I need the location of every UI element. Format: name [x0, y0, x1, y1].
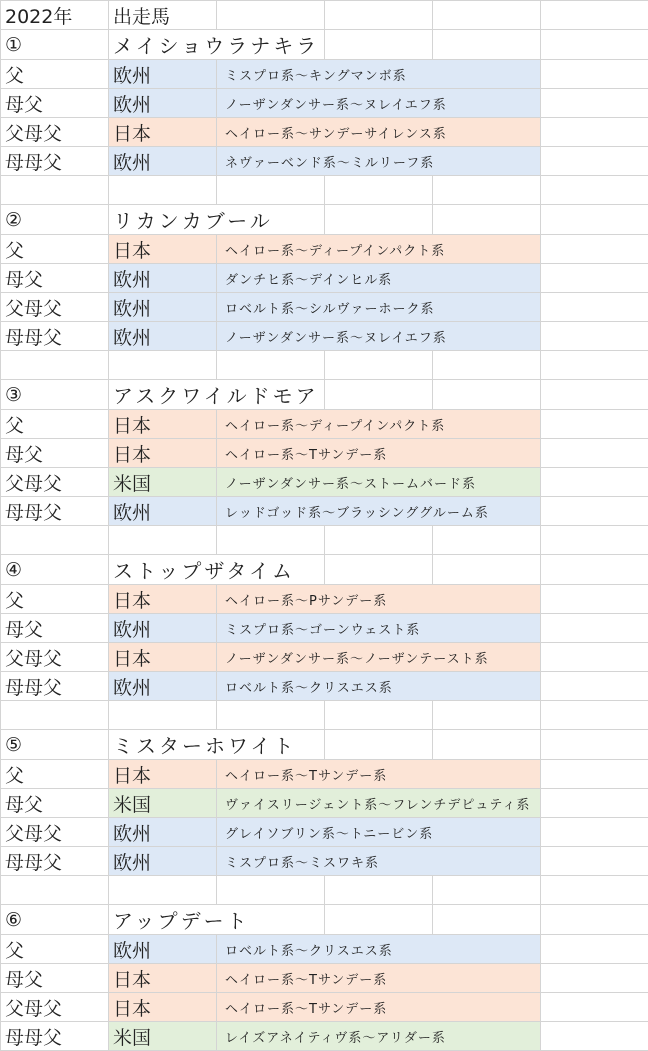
sire-line-cell[interactable]: ノーザンダンサー系〜ノーザンテースト系	[217, 643, 541, 672]
empty-cell[interactable]	[433, 730, 541, 760]
empty-cell[interactable]	[1, 701, 109, 730]
empty-cell[interactable]	[541, 964, 648, 993]
horse-number-cell[interactable]: ④	[1, 555, 109, 585]
relation-cell[interactable]: 母父	[1, 89, 109, 118]
empty-cell[interactable]	[109, 526, 217, 555]
horse-number-cell[interactable]: ⑥	[1, 905, 109, 935]
pedigree-row	[1, 585, 648, 614]
horse-title-row	[1, 905, 648, 935]
region-cell[interactable]: 欧州	[109, 818, 217, 847]
sire-line-cell[interactable]: ヘイロー系〜Tサンデー系	[217, 760, 541, 789]
empty-cell[interactable]	[541, 818, 648, 847]
sire-line-cell[interactable]: ヴァイスリージェント系〜フレンチデピュティ系	[217, 789, 541, 818]
empty-cell[interactable]	[217, 1, 325, 30]
region-cell[interactable]: 日本	[109, 760, 217, 789]
empty-cell[interactable]	[325, 701, 433, 730]
sire-line-cell[interactable]: ヘイロー系〜ディープインパクト系	[217, 235, 541, 264]
horse-title-row	[1, 30, 648, 60]
empty-cell[interactable]	[217, 526, 325, 555]
sire-line-cell[interactable]: ノーザンダンサー系〜ヌレイエフ系	[217, 322, 541, 351]
region-cell[interactable]: 欧州	[109, 89, 217, 118]
empty-cell[interactable]	[541, 876, 648, 905]
empty-cell[interactable]	[325, 176, 433, 205]
horse-name-cell[interactable]: アスクワイルドモア	[109, 380, 325, 410]
relation-cell[interactable]: 母父	[1, 264, 109, 293]
relation-cell[interactable]: 母母父	[1, 1022, 109, 1051]
pedigree-row	[1, 964, 648, 993]
empty-cell[interactable]	[541, 118, 648, 147]
sire-line-cell[interactable]: ヘイロー系〜サンデーサイレンス系	[217, 118, 541, 147]
relation-cell[interactable]: 母父	[1, 964, 109, 993]
pedigree-row	[1, 614, 648, 643]
empty-cell[interactable]	[433, 701, 541, 730]
spacer-row	[1, 701, 648, 730]
empty-cell[interactable]	[325, 380, 433, 410]
relation-cell[interactable]: 母母父	[1, 672, 109, 701]
spacer-row	[1, 876, 648, 905]
region-cell[interactable]: 日本	[109, 585, 217, 614]
empty-cell[interactable]	[325, 205, 433, 235]
empty-cell[interactable]	[109, 351, 217, 380]
relation-cell[interactable]: 母母父	[1, 847, 109, 876]
sire-line-cell[interactable]: ヘイロー系〜Tサンデー系	[217, 964, 541, 993]
pedigree-row	[1, 147, 648, 176]
pedigree-row	[1, 235, 648, 264]
empty-cell[interactable]	[541, 672, 648, 701]
empty-cell[interactable]	[541, 176, 648, 205]
empty-cell[interactable]	[541, 264, 648, 293]
pedigree-row	[1, 993, 648, 1022]
empty-cell[interactable]	[433, 30, 541, 60]
region-cell[interactable]: 欧州	[109, 322, 217, 351]
horse-name-cell[interactable]: アップデート	[109, 905, 325, 935]
pedigree-row	[1, 672, 648, 701]
sire-line-cell[interactable]: ミスプロ系〜キングマンボ系	[217, 60, 541, 89]
empty-cell[interactable]	[541, 89, 648, 118]
relation-cell[interactable]: 父	[1, 760, 109, 789]
empty-cell[interactable]	[541, 730, 648, 760]
sire-line-cell[interactable]: ダンチヒ系〜デインヒル系	[217, 264, 541, 293]
region-cell[interactable]: 日本	[109, 235, 217, 264]
spacer-row	[1, 351, 648, 380]
empty-cell[interactable]	[325, 351, 433, 380]
spacer-row	[1, 526, 648, 555]
empty-cell[interactable]	[433, 905, 541, 935]
relation-cell[interactable]: 父母父	[1, 118, 109, 147]
empty-cell[interactable]	[541, 322, 648, 351]
empty-cell[interactable]	[433, 380, 541, 410]
empty-cell[interactable]	[541, 497, 648, 526]
empty-cell[interactable]	[541, 555, 648, 585]
pedigree-row	[1, 643, 648, 672]
pedigree-row	[1, 118, 648, 147]
empty-cell[interactable]	[109, 876, 217, 905]
region-cell[interactable]: 欧州	[109, 672, 217, 701]
region-cell[interactable]: 米国	[109, 1022, 217, 1051]
region-cell[interactable]: 日本	[109, 439, 217, 468]
pedigree-row	[1, 322, 648, 351]
horse-title-row	[1, 205, 648, 235]
empty-cell[interactable]	[433, 876, 541, 905]
sire-line-cell[interactable]: ミスプロ系〜ゴーンウェスト系	[217, 614, 541, 643]
sire-line-cell[interactable]: ネヴァーベンド系〜ミルリーフ系	[217, 147, 541, 176]
empty-cell[interactable]	[541, 701, 648, 730]
empty-cell[interactable]	[109, 701, 217, 730]
relation-cell[interactable]: 父	[1, 235, 109, 264]
empty-cell[interactable]	[541, 847, 648, 876]
horse-title-row	[1, 380, 648, 410]
empty-cell[interactable]	[541, 526, 648, 555]
relation-cell[interactable]: 父母父	[1, 293, 109, 322]
pedigree-row	[1, 847, 648, 876]
empty-cell[interactable]	[433, 526, 541, 555]
relation-cell[interactable]: 母母父	[1, 147, 109, 176]
empty-cell[interactable]	[433, 205, 541, 235]
empty-cell[interactable]	[325, 526, 433, 555]
region-cell[interactable]: 欧州	[109, 497, 217, 526]
horse-number-cell[interactable]: ①	[1, 30, 109, 60]
relation-cell[interactable]: 父母父	[1, 468, 109, 497]
relation-cell[interactable]: 父	[1, 410, 109, 439]
sire-line-cell[interactable]: ロベルト系〜クリスエス系	[217, 672, 541, 701]
region-cell[interactable]: 欧州	[109, 147, 217, 176]
title-cell[interactable]: 出走馬	[109, 1, 217, 30]
empty-cell[interactable]	[541, 235, 648, 264]
sire-line-cell[interactable]: ロベルト系〜クリスエス系	[217, 935, 541, 964]
empty-cell[interactable]	[433, 176, 541, 205]
empty-cell[interactable]	[541, 351, 648, 380]
pedigree-row	[1, 789, 648, 818]
empty-cell[interactable]	[541, 1022, 648, 1051]
sire-line-cell[interactable]: ミスプロ系〜ミスワキ系	[217, 847, 541, 876]
pedigree-row	[1, 760, 648, 789]
relation-cell[interactable]: 父	[1, 60, 109, 89]
relation-cell[interactable]: 父	[1, 935, 109, 964]
empty-cell[interactable]	[1, 526, 109, 555]
empty-cell[interactable]	[541, 60, 648, 89]
empty-cell[interactable]	[217, 176, 325, 205]
empty-cell[interactable]	[217, 701, 325, 730]
region-cell[interactable]: 米国	[109, 789, 217, 818]
pedigree-row	[1, 264, 648, 293]
horse-name-cell[interactable]: リカンカブール	[109, 205, 325, 235]
region-cell[interactable]: 日本	[109, 964, 217, 993]
empty-cell[interactable]	[433, 555, 541, 585]
empty-cell[interactable]	[1, 876, 109, 905]
region-cell[interactable]: 欧州	[109, 935, 217, 964]
horse-number-cell[interactable]: ②	[1, 205, 109, 235]
empty-cell[interactable]	[1, 351, 109, 380]
sire-line-cell[interactable]: ヘイロー系〜Pサンデー系	[217, 585, 541, 614]
sire-line-cell[interactable]: ロベルト系〜シルヴァーホーク系	[217, 293, 541, 322]
empty-cell[interactable]	[325, 905, 433, 935]
empty-cell[interactable]	[541, 935, 648, 964]
empty-cell[interactable]	[541, 205, 648, 235]
pedigree-row	[1, 410, 648, 439]
sire-line-cell[interactable]: ヘイロー系〜Tサンデー系	[217, 993, 541, 1022]
horse-name-cell[interactable]: ミスターホワイト	[109, 730, 325, 760]
pedigree-row	[1, 1022, 648, 1051]
empty-cell[interactable]	[541, 468, 648, 497]
empty-cell[interactable]	[217, 876, 325, 905]
empty-cell[interactable]	[325, 730, 433, 760]
pedigree-row	[1, 293, 648, 322]
pedigree-row	[1, 468, 648, 497]
region-cell[interactable]: 欧州	[109, 293, 217, 322]
empty-cell[interactable]	[325, 876, 433, 905]
relation-cell[interactable]: 父	[1, 585, 109, 614]
pedigree-row	[1, 935, 648, 964]
region-cell[interactable]: 欧州	[109, 60, 217, 89]
empty-cell[interactable]	[541, 1, 648, 30]
relation-cell[interactable]: 父母父	[1, 818, 109, 847]
sire-line-cell[interactable]: ヘイロー系〜ディープインパクト系	[217, 410, 541, 439]
empty-cell[interactable]	[325, 30, 433, 60]
sire-line-cell[interactable]: ヘイロー系〜Tサンデー系	[217, 439, 541, 468]
empty-cell[interactable]	[541, 585, 648, 614]
sire-line-cell[interactable]: レッドゴッド系〜ブラッシンググルーム系	[217, 497, 541, 526]
pedigree-row	[1, 439, 648, 468]
empty-cell[interactable]	[433, 1, 541, 30]
empty-cell[interactable]	[433, 351, 541, 380]
empty-cell[interactable]	[541, 789, 648, 818]
relation-cell[interactable]: 母母父	[1, 497, 109, 526]
region-cell[interactable]: 日本	[109, 643, 217, 672]
empty-cell[interactable]	[541, 439, 648, 468]
empty-cell[interactable]	[325, 555, 433, 585]
horse-number-cell[interactable]: ⑤	[1, 730, 109, 760]
empty-cell[interactable]	[541, 614, 648, 643]
empty-cell[interactable]	[541, 380, 648, 410]
region-cell[interactable]: 日本	[109, 993, 217, 1022]
empty-cell[interactable]	[109, 176, 217, 205]
empty-cell[interactable]	[217, 351, 325, 380]
empty-cell[interactable]	[541, 293, 648, 322]
pedigree-row	[1, 497, 648, 526]
empty-cell[interactable]	[541, 410, 648, 439]
sire-line-cell[interactable]: レイズアネイティヴ系〜アリダー系	[217, 1022, 541, 1051]
region-cell[interactable]: 日本	[109, 118, 217, 147]
sire-line-cell[interactable]: ノーザンダンサー系〜ヌレイエフ系	[217, 89, 541, 118]
empty-cell[interactable]	[541, 643, 648, 672]
relation-cell[interactable]: 母父	[1, 789, 109, 818]
empty-cell[interactable]	[541, 993, 648, 1022]
year-cell[interactable]: 2022年	[1, 1, 109, 30]
sire-line-cell[interactable]: ノーザンダンサー系〜ストームバード系	[217, 468, 541, 497]
spacer-row	[1, 176, 648, 205]
empty-cell[interactable]	[541, 30, 648, 60]
horse-number-cell[interactable]: ③	[1, 380, 109, 410]
header-row	[1, 1, 648, 30]
relation-cell[interactable]: 父母父	[1, 643, 109, 672]
empty-cell[interactable]	[541, 760, 648, 789]
region-cell[interactable]: 日本	[109, 410, 217, 439]
region-cell[interactable]: 米国	[109, 468, 217, 497]
empty-cell[interactable]	[541, 147, 648, 176]
pedigree-row	[1, 89, 648, 118]
relation-cell[interactable]: 母母父	[1, 322, 109, 351]
pedigree-row	[1, 60, 648, 89]
relation-cell[interactable]: 父母父	[1, 993, 109, 1022]
empty-cell[interactable]	[325, 1, 433, 30]
region-cell[interactable]: 欧州	[109, 614, 217, 643]
sire-line-cell[interactable]: グレイソブリン系〜トニービン系	[217, 818, 541, 847]
empty-cell[interactable]	[541, 905, 648, 935]
horse-title-row	[1, 555, 648, 585]
horse-title-row	[1, 730, 648, 760]
pedigree-row	[1, 818, 648, 847]
horse-name-cell[interactable]: ストップザタイム	[109, 555, 325, 585]
relation-cell[interactable]: 母父	[1, 439, 109, 468]
relation-cell[interactable]: 母父	[1, 614, 109, 643]
empty-cell[interactable]	[1, 176, 109, 205]
region-cell[interactable]: 欧州	[109, 264, 217, 293]
horse-name-cell[interactable]: メイショウラナキラ	[109, 30, 325, 60]
region-cell[interactable]: 欧州	[109, 847, 217, 876]
